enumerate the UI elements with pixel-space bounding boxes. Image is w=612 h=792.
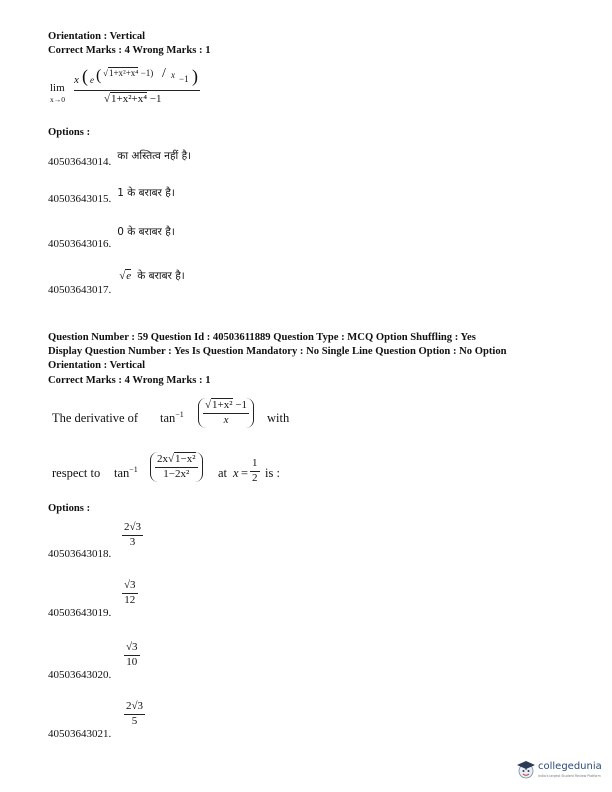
q1-option-4[interactable]	[48, 266, 185, 296]
q2-stem-line2: respect to $\tan^{-1}$ $\frac{\text{2x√1−x²}}{\text{1−2x²}}$ at x = $\frac{1}{2}$ is :	[52, 453, 280, 484]
q2-option-1[interactable]	[48, 522, 208, 562]
brand-name: collegedunia	[538, 761, 602, 772]
q2-marks: Correct Marks : 4 Wrong Marks : 1	[48, 375, 211, 386]
option-id: 40503643017.	[48, 284, 112, 296]
option-text: 0 के बराबर है।	[117, 226, 175, 238]
q1-options-label: Options :	[48, 127, 91, 138]
option-id: 40503643015.	[48, 193, 112, 205]
half-fraction: $\frac{1}{2}$	[252, 457, 258, 484]
option-id: 40503643020.	[48, 669, 112, 681]
graduate-cap-icon	[515, 758, 537, 780]
q2-option-3[interactable]	[48, 642, 208, 682]
stem-text: respect to	[52, 466, 101, 480]
option-id: 40503643018.	[48, 548, 112, 560]
q2-option-2[interactable]	[48, 580, 208, 620]
sqrt-e-expression: √e	[119, 270, 132, 282]
option-fraction: $\frac{2√3}{3}$	[124, 521, 142, 548]
q1-option-2[interactable]	[48, 183, 175, 205]
collegedunia-watermark	[515, 756, 610, 786]
stem-at: at	[218, 466, 228, 480]
tan-inverse: $\tan^{-1}$	[114, 465, 138, 481]
q1-limit-expression	[50, 64, 220, 116]
q2-orientation: Orientation : Vertical	[48, 360, 146, 371]
q2-option-4[interactable]	[48, 701, 208, 741]
option-fraction: $\frac{2√3}{5}$	[126, 700, 144, 727]
option-text: के बराबर है।	[137, 270, 185, 282]
q2-stem-line1	[52, 396, 312, 440]
q1-option-1[interactable]	[48, 146, 192, 168]
q2-meta-line2: Display Question Number : Yes Is Question Mandatory : No Single Line Question Option : No Option	[48, 346, 507, 357]
option-id: 40503643021.	[48, 728, 112, 740]
option-id: 40503643019.	[48, 607, 112, 619]
stem-fraction-2: $\frac{\text{2x√1−x²}}{\text{1−2x²}}$	[150, 452, 203, 482]
lim-subscript: x→0	[50, 95, 65, 104]
option-fraction: $\frac{√3}{10}$	[126, 641, 138, 668]
option-text: 1 के बराबर है।	[117, 187, 175, 199]
stem-text: The derivative of	[52, 411, 139, 425]
option-text: का अस्तित्व नहीं है।	[117, 150, 192, 162]
stem-with: with	[267, 411, 290, 425]
q2-meta-line1: Question Number : 59 Question Id : 40503611889 Question Type : MCQ Option Shuffling : Yes	[48, 332, 476, 343]
stem-fraction-1: $\frac{\text{√1+x² −1}}{x}$	[198, 398, 254, 428]
option-id: 40503643016.	[48, 238, 112, 250]
stem-is: is :	[265, 466, 280, 480]
tan-inverse: $\tan^{-1}$	[160, 410, 184, 426]
brand-tagline: India's largest Student Review Platform	[538, 774, 601, 778]
q1-marks: Correct Marks : 4 Wrong Marks : 1	[48, 45, 211, 56]
q2-options-label: Options :	[48, 503, 91, 514]
option-fraction: $\frac{√3}{12}$	[124, 579, 136, 606]
q1-orientation: Orientation : Vertical	[48, 31, 146, 42]
lim-label: lim	[50, 82, 65, 94]
option-id: 40503643014.	[48, 156, 112, 168]
q1-option-3[interactable]	[48, 222, 175, 250]
limit-fraction: x ( e ( √1+x²+x⁴ −1) / x −1 ) √1+x²+x⁴ −1	[74, 66, 198, 105]
